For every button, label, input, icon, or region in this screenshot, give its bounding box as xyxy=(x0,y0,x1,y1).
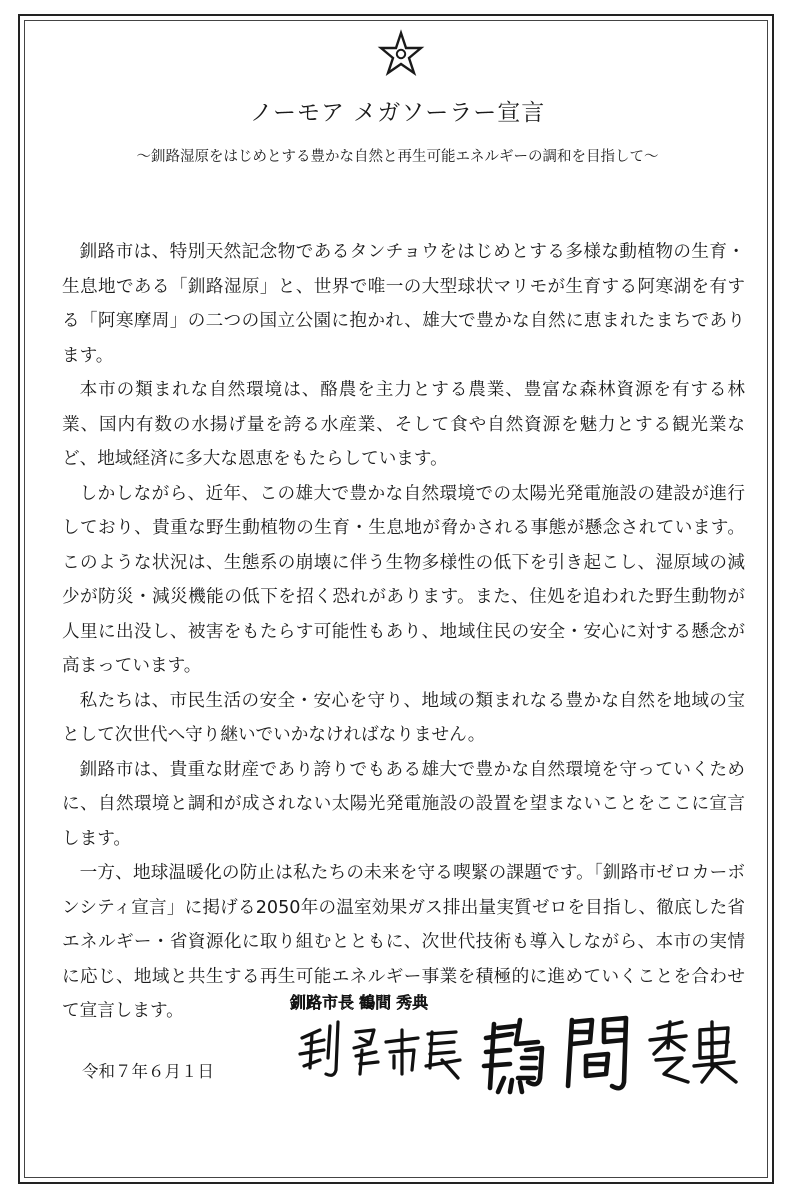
declaration-subtitle: ～釧路湿原をはじめとする豊かな自然と再生可能エネルギーの調和を目指して～ xyxy=(136,149,659,165)
paragraph-2: 本市の類まれな自然環境は、酪農を主力とする農業、豊富な森林資源を有する林業、国内有数の水揚げ量を誇る水産業、そして食や自然資源を魅力とする観光業など、地域経済に多大な恩恵をもたらしています。 xyxy=(62,380,745,469)
paragraph-6: 一方、地球温暖化の防止は私たちの未来を守る喫緊の課題です。「釧路市ゼロカーボンシティ宣言」に掲げる2050年の温室効果ガス排出量実質ゼロを目指し、徹底した省エネルギー・省資源化に取り組むとともに、次世代技術も導入しながら、本市の実情に応じ、地域と共生する再生可能エネルギー事業を積極的に進めていくことを合わせて宣言します。 xyxy=(62,863,745,1021)
signature-text: 釧路市長 鶴間 秀典 xyxy=(290,993,429,1012)
declaration-body xyxy=(62,235,745,1029)
paragraph-3: しかしながら、近年、この雄大で豊かな自然環境での太陽光発電施設の建設が進行しており、貴重な野生動植物の生育・生息地が脅かされる事態が懸念されています。このような状況は、生態系の崩壊に伴う生物多様性の低下を引き起こし、湿原域の減少が防災・減災機能の低下を招く恐れがあります。また、住処を追われた野生動物が人里に出没し、被害をもたらす可能性もあり、地域住民の安全・安心に対する懸念が高まっています。 xyxy=(62,483,745,676)
declaration-title: ノーモア メガソーラー宣言 xyxy=(249,100,546,126)
mayor-signature xyxy=(290,993,750,1098)
paragraph-4: 私たちは、市民生活の安全・安心を守り、地域の類まれなる豊かな自然を地域の宝として次世代へ守り継いでいかなければなりません。 xyxy=(62,690,745,745)
declaration-date: 令和７年６月１日 xyxy=(82,1062,214,1081)
city-emblem-icon xyxy=(379,30,423,76)
paragraph-5: 釧路市は、貴重な財産であり誇りでもある雄大で豊かな自然環境を守っていくために、自然環境と調和が成されない太陽光発電施設の設置を望まないことをここに宣言します。 xyxy=(62,759,745,849)
paragraph-1: 釧路市は、特別天然記念物であるタンチョウをはじめとする多様な動植物の生育・生息地である「釧路湿原」と、世界で唯一の大型球状マリモが生育する阿寒湖を有する「阿寒摩周」の二つの国立公園に抱かれ、雄大で豊かな自然に恵まれたまちであります。 xyxy=(62,242,745,366)
